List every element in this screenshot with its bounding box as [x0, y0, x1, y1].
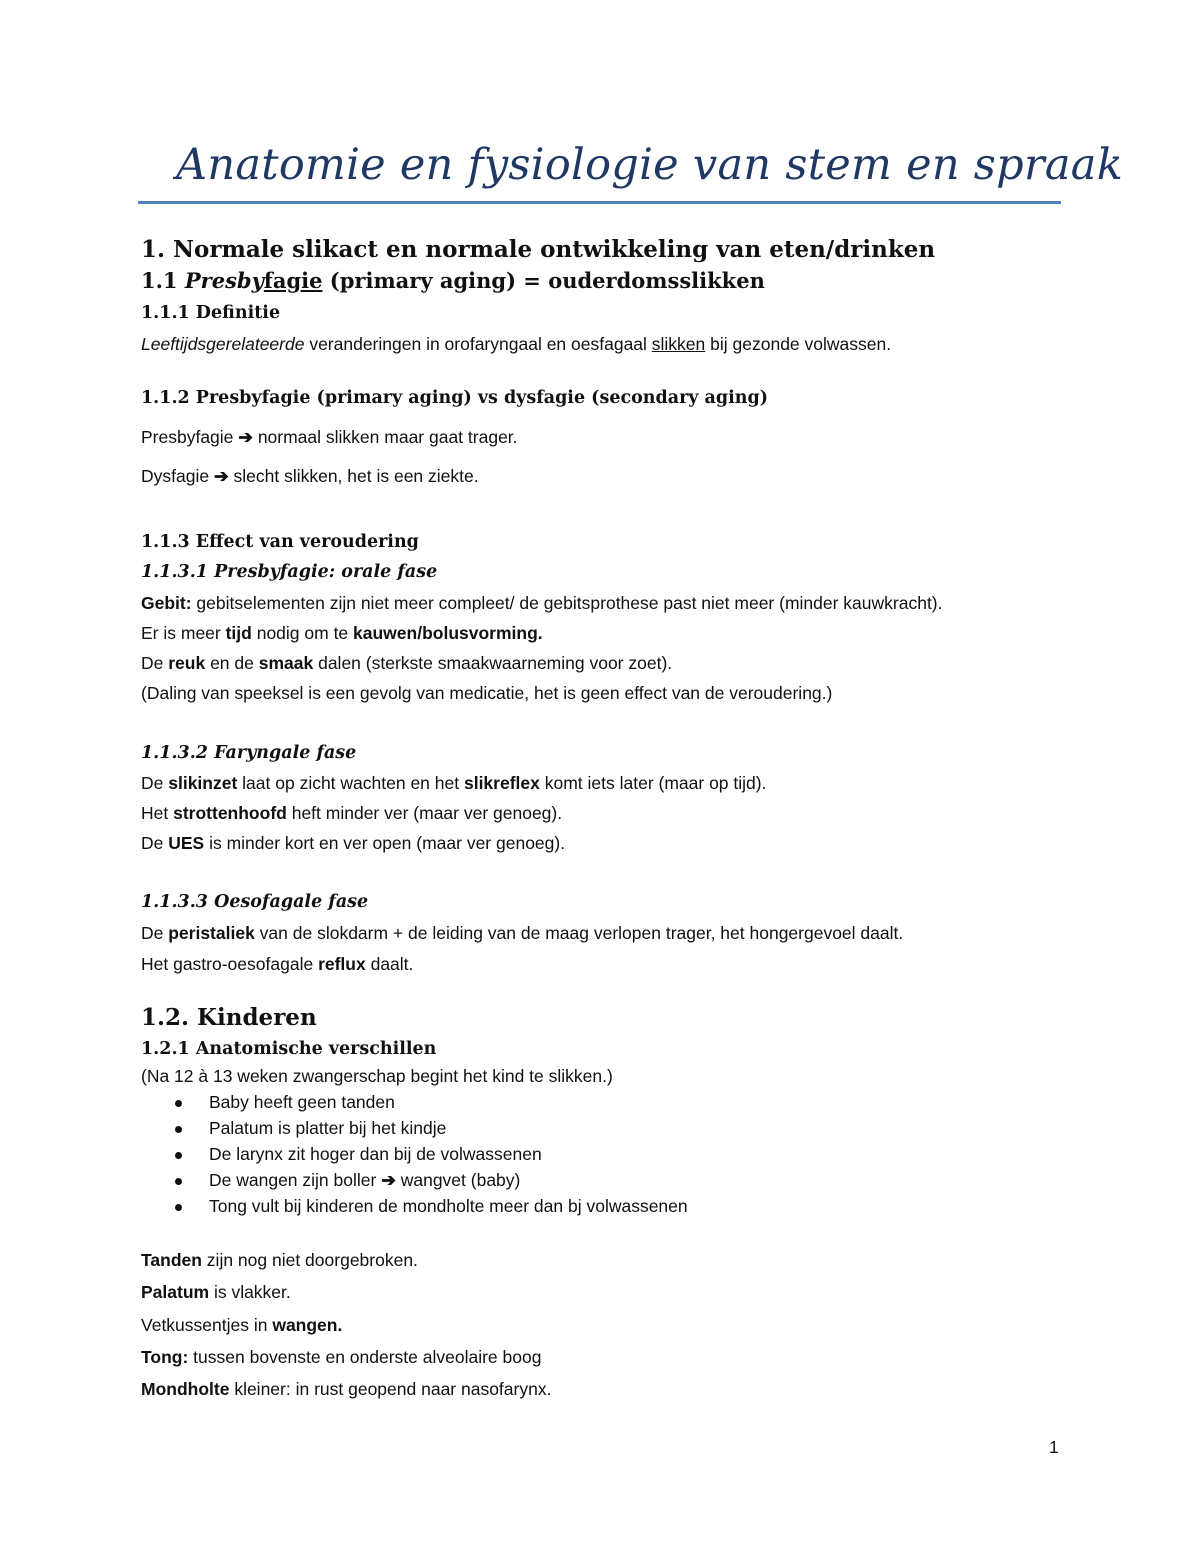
heading-section-1: 1. Normale slikact en normale ontwikkeling van eten/drinken: [141, 236, 936, 263]
bullet-icon: [175, 1126, 182, 1133]
arrow-right-icon: ➔: [238, 427, 253, 447]
definition-italic: Leeftijdsgerelateerde: [141, 334, 305, 354]
term-tong: Tong:: [141, 1347, 189, 1367]
list-item: [172, 1118, 688, 1144]
bullet-icon: [175, 1100, 182, 1107]
phar-line-3-c: is minder kort en ver open (maar ver genoeg).: [204, 833, 566, 853]
document-title: Anatomie en fysiologie van stem en spraak: [176, 140, 1124, 190]
phar-line-1-d: slikreflex: [463, 773, 540, 793]
pharyngeal-line-1: [141, 773, 766, 794]
bullet-text: Palatum is platter bij het kindje: [209, 1118, 447, 1138]
oral-line-3: [141, 653, 672, 674]
list-item: [172, 1170, 688, 1196]
oral-line-3-e: dalen (sterkste smaakwaarneming voor zoet).: [313, 653, 673, 673]
definition-underlined: slikken: [651, 334, 706, 354]
oral-line-2-c: nodig om te: [251, 623, 354, 643]
dysfagie-text: slecht slikken, het is een ziekte.: [228, 466, 479, 486]
list-item: [172, 1144, 688, 1170]
list-item: [172, 1092, 688, 1118]
children-bullet-list: [172, 1092, 688, 1222]
heading-1-1: [141, 268, 765, 293]
children-intro: (Na 12 à 13 weken zwangerschap begint het kind te slikken.): [141, 1066, 613, 1086]
definition-mid: veranderingen in orofaryngaal en oesfagaal: [304, 334, 652, 354]
bullet-text: De larynx zit hoger dan bij de volwassenen: [209, 1144, 542, 1164]
children-line-mondholte: [141, 1379, 551, 1400]
dysfagie-line: [141, 466, 479, 487]
phar-line-3-a: De: [141, 833, 169, 853]
heading-1-2: 1.2. Kinderen: [141, 1004, 317, 1031]
desc-wangen: Vetkussentjes in: [141, 1315, 273, 1335]
oral-line-2-a: Er is meer: [141, 623, 226, 643]
desc-tong: tussen bovenste en onderste alveolaire boog: [188, 1347, 542, 1367]
phar-line-2-c: heft minder ver (maar ver genoeg).: [286, 803, 563, 823]
phar-line-1-c: laat op zicht wachten en het: [237, 773, 464, 793]
oral-line-2-b: tijd: [225, 623, 252, 643]
arrow-right-icon: ➔: [213, 466, 229, 486]
oral-line-4: (Daling van speeksel is een gevolg van medicatie, het is geen effect van de veroudering.): [141, 683, 833, 703]
heading-1-1-presby: Presby: [184, 268, 264, 293]
heading-1-1-rest: (primary aging) = ouderdomsslikken: [322, 268, 765, 293]
page-number: 1: [1049, 1437, 1059, 1457]
oral-line-1-rest: gebitselementen zijn niet meer compleet/ de gebitsprothese past niet meer (minder kauwkracht).: [191, 593, 943, 613]
phar-line-1-a: De: [141, 773, 169, 793]
dysfagie-term: Dysfagie: [141, 466, 214, 486]
desc-mondholte: kleiner: in rust geopend naar nasofarynx.: [229, 1379, 552, 1399]
phar-line-2-a: Het: [141, 803, 174, 823]
oral-line-3-d: smaak: [258, 653, 314, 673]
oral-line-1-bold: Gebit:: [141, 593, 192, 613]
oes-line-1-a: De: [141, 923, 169, 943]
heading-1-2-1: 1.2.1 Anatomische verschillen: [141, 1039, 437, 1059]
definition-text: [141, 334, 891, 355]
presbyfagie-term: Presbyfagie: [141, 427, 239, 447]
phar-line-3-b: UES: [168, 833, 205, 853]
oral-line-1: [141, 593, 943, 614]
oral-line-2-d: kauwen/bolusvorming.: [353, 623, 543, 643]
oesophageal-line-2: [141, 954, 413, 975]
bullet-icon: [175, 1204, 182, 1211]
oral-line-2: [141, 623, 543, 644]
oral-line-3-a: De: [141, 653, 169, 673]
heading-1-1-1: 1.1.1 Definitie: [141, 303, 281, 323]
desc-tanden: zijn nog niet doorgebroken.: [201, 1250, 418, 1270]
heading-1-1-3-3: 1.1.3.3 Oesofagale fase: [141, 892, 369, 912]
presbyfagie-text: normaal slikken maar gaat trager.: [252, 427, 518, 447]
arrow-right-icon: ➔: [381, 1170, 396, 1190]
oesophageal-line-1: [141, 923, 903, 944]
bullet-text-end: wangvet (baby): [395, 1170, 521, 1190]
oral-line-3-b: reuk: [168, 653, 206, 673]
term-tanden: Tanden: [141, 1250, 202, 1270]
desc-palatum: is vlakker.: [209, 1282, 291, 1302]
bullet-text: Tong vult bij kinderen de mondholte meer dan bj volwassenen: [209, 1196, 688, 1216]
phar-line-1-e: komt iets later (maar op tijd).: [539, 773, 767, 793]
heading-1-1-fagie: fagie: [263, 268, 323, 293]
heading-1-1-num: 1.1: [141, 268, 185, 293]
oes-line-1-c: van de slokdarm + de leiding van de maag verlopen trager, het hongergevoel daalt.: [254, 923, 904, 943]
heading-1-1-3-1: 1.1.3.1 Presbyfagie: orale fase: [141, 562, 438, 582]
bullet-icon: [175, 1152, 182, 1159]
heading-1-1-3: 1.1.3 Effect van veroudering: [141, 532, 419, 552]
bullet-icon: [175, 1178, 182, 1185]
list-item: [172, 1196, 688, 1222]
phar-line-2-b: strottenhoofd: [173, 803, 287, 823]
children-line-tong: [141, 1347, 541, 1368]
children-line-tanden: [141, 1250, 418, 1271]
oes-line-2-a: Het gastro-oesofagale: [141, 954, 319, 974]
term-palatum: Palatum: [141, 1282, 210, 1302]
term-mondholte: Mondholte: [141, 1379, 230, 1399]
title-underline: [138, 201, 1061, 204]
phar-line-1-b: slikinzet: [168, 773, 238, 793]
oes-line-2-b: reflux: [318, 954, 366, 974]
oes-line-1-b: peristaliek: [168, 923, 255, 943]
oes-line-2-c: daalt.: [365, 954, 414, 974]
pharyngeal-line-2: [141, 803, 562, 824]
definition-end: bij gezonde volwassen.: [705, 334, 892, 354]
heading-1-1-3-2: 1.1.3.2 Faryngale fase: [141, 743, 357, 763]
children-line-wangen: [141, 1315, 342, 1336]
heading-1-1-2: 1.1.2 Presbyfagie (primary aging) vs dysfagie (secondary aging): [141, 388, 769, 408]
oral-line-3-c: en de: [205, 653, 259, 673]
bullet-text: Baby heeft geen tanden: [209, 1092, 395, 1112]
presbyfagie-line: [141, 427, 518, 448]
pharyngeal-line-3: [141, 833, 565, 854]
children-line-palatum: [141, 1282, 291, 1303]
bullet-text: De wangen zijn boller: [209, 1170, 382, 1190]
term-wangen: wangen.: [272, 1315, 343, 1335]
